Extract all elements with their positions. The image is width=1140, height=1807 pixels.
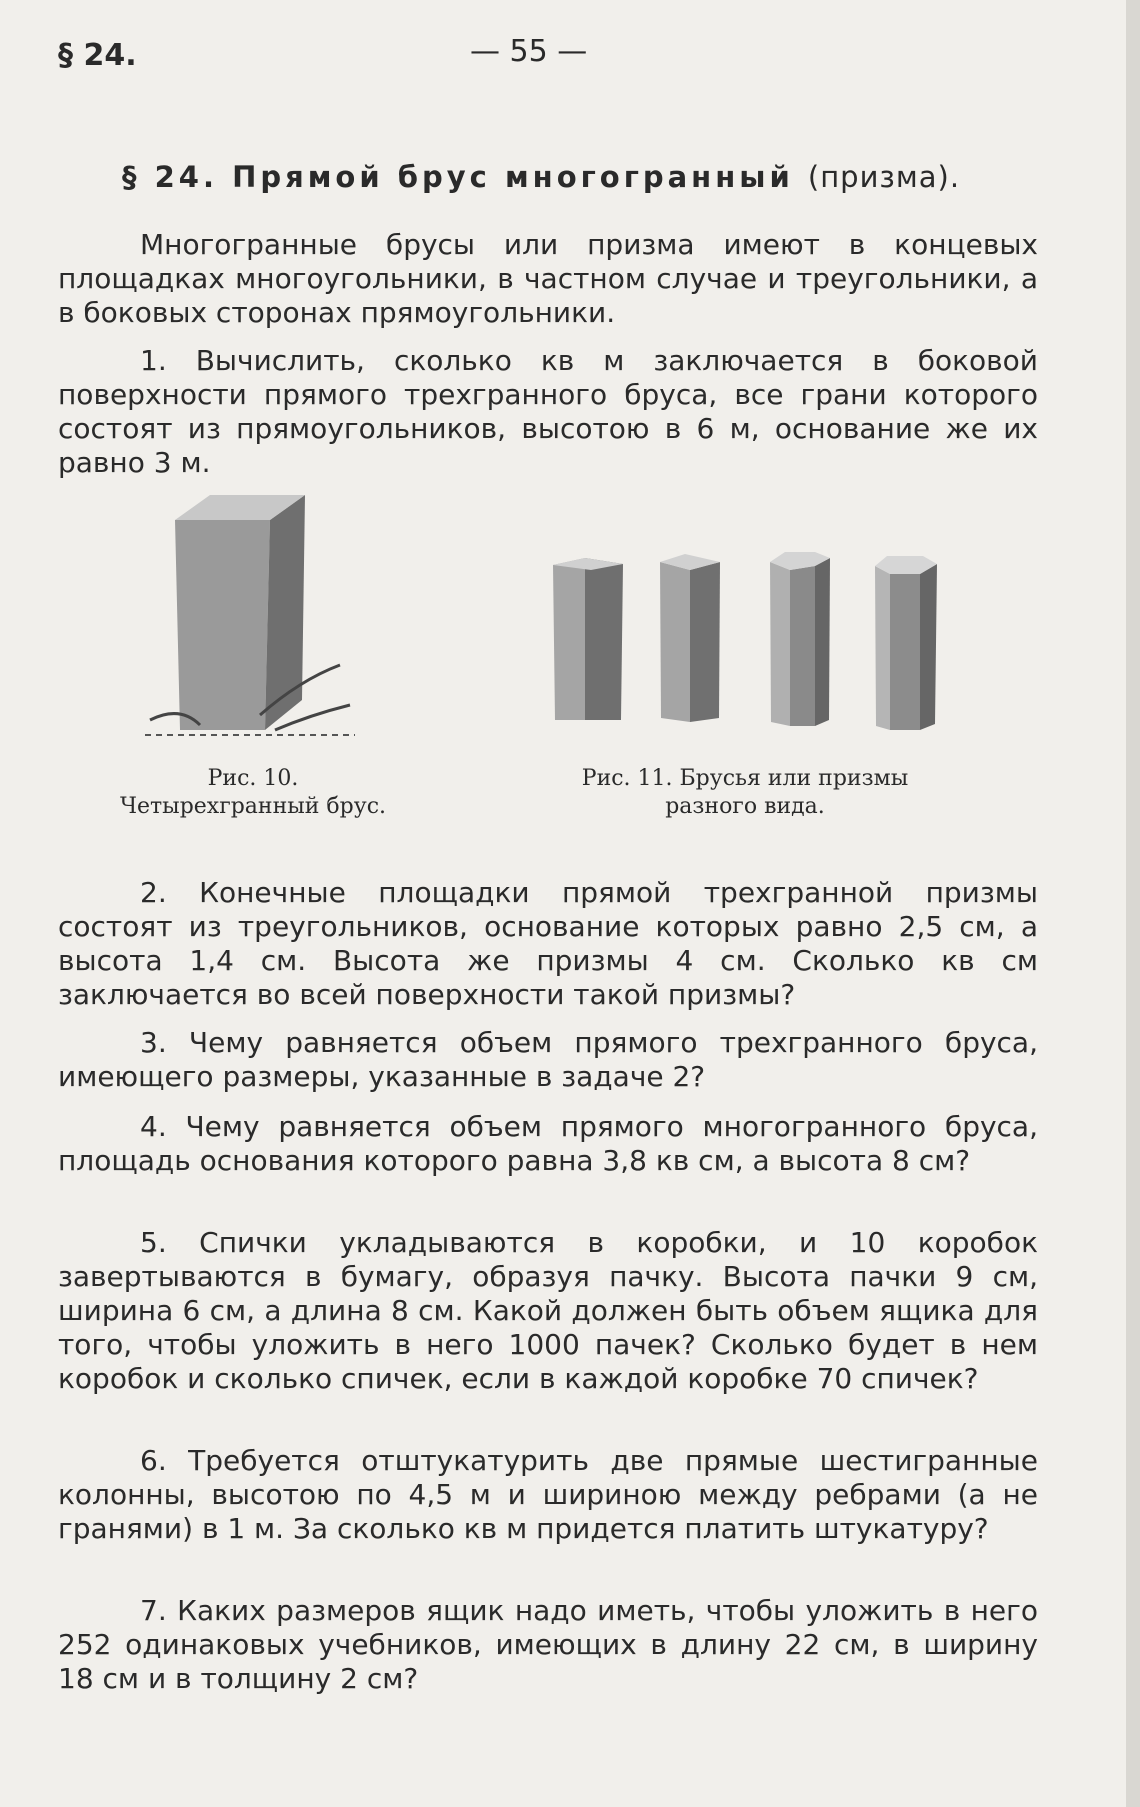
figure-11-caption: Рис. 11. Брусья или призмы разного вида. xyxy=(581,766,909,819)
problem-6: 6. Требуется отштукатурить две прямые шестигранные колонны, высотою по 4,5 м и шириною между ребрами (а не гранями) в 1 м. За сколько кв м придется платить штукатуру? xyxy=(58,1444,1038,1545)
running-section-ref: § 24. xyxy=(58,38,137,73)
prism-hexagonal xyxy=(875,556,937,730)
figure-10-caption: Рис. 10. Четырехгранный брус. xyxy=(119,766,387,819)
prism-illustration-four-sided xyxy=(140,490,360,740)
prism-square xyxy=(660,554,720,722)
section-title-tail: (призма). xyxy=(807,160,961,194)
prism-triangular xyxy=(553,558,623,720)
section-title-main: § 24. Прямой брус многогранный xyxy=(122,160,794,194)
page-edge xyxy=(1126,0,1140,1807)
problem-1: 1. Вычислить, сколько кв м заключается в боковой поверхности прямого трехгранного бруса, все грани которого состоят из прямоугольников, высотою в 6 м, основание же их равно 3 м. xyxy=(58,344,1038,479)
problem-7: 7. Каких размеров ящик надо иметь, чтобы уложить в него 252 одинаковых учебников, имеющих в длину 22 см, в ширину 18 см и в толщину 2 см? xyxy=(58,1594,1038,1695)
intro-paragraph: Многогранные брусы или призма имеют в концевых площадках многоугольники, в частном случае и треугольники, а в боковых сторонах прямоугольники. xyxy=(58,228,1038,329)
problem-3: 3. Чему равняется объем прямого трехгранного бруса, имеющего размеры, указанные в задаче 2? xyxy=(58,1026,1038,1093)
problem-2: 2. Конечные площадки прямой трехгранной призмы состоят из треугольников, основание которых равно 2,5 см, а высота 1,4 см. Высота же призмы 4 см. Сколько кв см заключается во всей поверхности такой призмы? xyxy=(58,876,1038,1011)
page-number: — 55 — xyxy=(470,34,588,69)
prism-pentagonal xyxy=(770,552,830,726)
prisms-illustration-various xyxy=(545,550,965,730)
problem-5: 5. Спички укладываются в коробки, и 10 коробок завертываются в бумагу, образуя пачку. Высота пачки 9 см, ширина 6 см, а длина 8 см. Какой должен быть объем ящика для того, чтобы уложить в него 1000 пачек? Сколько будет в нем коробок и сколько спичек, если в каждой коробке 70 спичек? xyxy=(58,1226,1038,1395)
section-title xyxy=(122,160,960,194)
problem-4: 4. Чему равняется объем прямого многогранного бруса, площадь основания которого равна 3,8 кв см, а высота 8 см? xyxy=(58,1110,1038,1177)
